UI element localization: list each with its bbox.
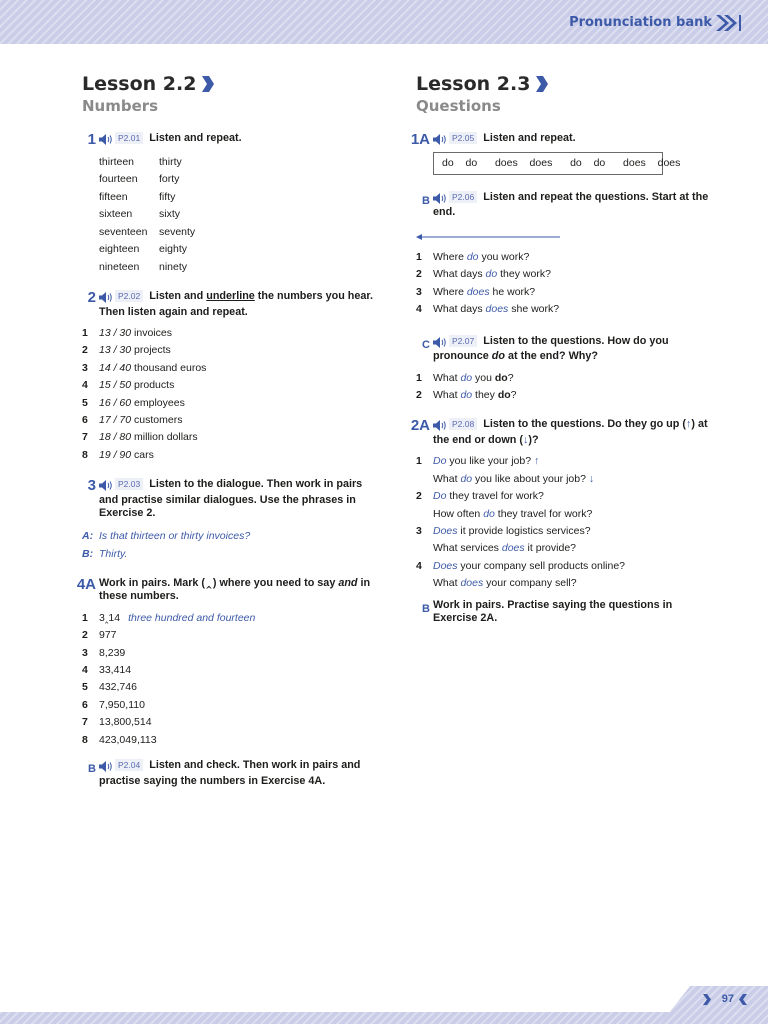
chevron-right-icon: [535, 75, 549, 93]
number-choice: 13 / 30: [99, 327, 132, 339]
item-text: [99, 325, 172, 342]
item-number: 6: [82, 414, 88, 427]
item-number: 8: [82, 733, 88, 746]
highlight-word: Do: [433, 455, 447, 468]
item-text: [433, 540, 576, 557]
dialogue-text: Is that thirteen or thirty invoices?: [99, 529, 251, 542]
list-item: [416, 523, 716, 540]
item-number: 7: [82, 716, 88, 729]
item-number: 1: [416, 250, 422, 263]
exercise-number: B: [88, 763, 96, 775]
exercise-1c: [416, 335, 716, 405]
exercise-instruction: P2.02 Listen and underline the numbers you hear. Then listen again and repeat.: [99, 290, 374, 318]
exercise-number: 1A: [410, 131, 430, 148]
item-number: 1: [82, 327, 88, 339]
item-noun: thousand euros: [131, 361, 207, 374]
list-item: [416, 387, 716, 404]
number-word: nineteen: [99, 260, 140, 273]
question-start: What services: [433, 542, 502, 555]
item-text: [433, 523, 591, 540]
dialogue-line: [82, 527, 382, 545]
question-start: Where: [433, 285, 467, 298]
item-noun: customers: [131, 414, 183, 427]
exercise-2: [82, 290, 382, 464]
number-value: 33,414: [99, 663, 132, 676]
lesson-title: Lesson 2.3: [416, 72, 716, 96]
number-value: 13,800,514: [99, 716, 152, 729]
speaker: B:: [82, 547, 94, 560]
highlight-word: do: [460, 388, 473, 401]
exercise-instruction: P2.03 Listen to the dialogue. Then work in pairs and practise similar dialogues. Use the phrases in Exercise 2.: [99, 478, 363, 520]
intonation-list: [416, 453, 716, 592]
exercise-instruction: P2.06 Listen and repeat the questions. Start at the end.: [433, 190, 709, 218]
speaker-icon: [433, 420, 447, 431]
audio-button[interactable]: [99, 292, 113, 306]
list-item: [82, 429, 382, 446]
dialogue-text: Thirty.: [99, 547, 128, 560]
audio-button[interactable]: [433, 134, 447, 148]
highlight-word: Does: [433, 524, 458, 537]
question-end: it provide?: [524, 542, 577, 555]
item-text: [433, 370, 514, 387]
question-middle: you: [472, 371, 495, 384]
item-number: 2: [416, 388, 422, 401]
speaker-icon: [99, 480, 113, 491]
questions-list: [416, 249, 716, 319]
number-choice: 19 / 90: [99, 448, 132, 461]
exercise-number: B: [422, 602, 430, 615]
track-label: P2.07: [449, 335, 477, 347]
up-arrow: ↑: [685, 418, 692, 431]
speaker-icon: [433, 134, 447, 145]
questions-list: [416, 370, 716, 405]
audio-button[interactable]: [433, 420, 447, 434]
list-item: [82, 645, 382, 662]
section-title: Pronunciation bank: [569, 15, 712, 30]
number-word: seventeen: [99, 225, 148, 238]
number-choice: 16 / 60: [99, 396, 132, 409]
list-item: [416, 249, 716, 266]
item-text: [99, 429, 198, 446]
intonation-arrow: ↑: [534, 455, 540, 468]
item-text: [433, 453, 539, 470]
item-number: 4: [416, 559, 422, 572]
number-word: fifty: [159, 190, 176, 203]
item-number: 4: [416, 303, 422, 316]
speaker-icon: [99, 761, 113, 772]
item-noun: employees: [131, 396, 185, 409]
item-number: 4: [82, 663, 88, 676]
header-band: [0, 0, 768, 44]
highlight-word: does: [460, 577, 484, 590]
number-word: eighty: [159, 243, 188, 255]
list-item: [416, 370, 716, 387]
number-value: 432,746: [99, 681, 137, 694]
list-item: [82, 412, 382, 429]
question-end: your company sell?: [483, 577, 577, 590]
highlight-word: does: [466, 285, 490, 298]
number-word: fifteen: [99, 190, 128, 203]
highlight-word: does: [501, 542, 525, 555]
track-label: P2.01: [115, 132, 143, 144]
item-number: 3: [82, 646, 88, 659]
question-mark: ?: [507, 371, 514, 384]
intonation-arrow: ↓: [588, 472, 595, 485]
lesson-title: Lesson 2.2: [82, 72, 382, 96]
item-number: 2: [416, 268, 422, 281]
page-number: 97: [721, 993, 734, 1005]
exercise-instruction: Work in pairs. Mark (‸) where you need to say and in these numbers.: [99, 576, 371, 603]
item-number: 2: [82, 629, 88, 642]
highlight-word: do: [460, 472, 473, 485]
item-text: [99, 377, 174, 394]
question-end: you like about your job?: [472, 472, 589, 485]
item-text: [433, 488, 544, 505]
number-word: eighteen: [99, 243, 140, 255]
word-box: do do does does do do does does: [433, 152, 663, 175]
list-item: [416, 453, 716, 470]
item-number: 1: [416, 455, 422, 468]
highlight-word: Do: [433, 490, 447, 503]
down-arrow: ↓: [522, 433, 529, 446]
list-item: [416, 266, 716, 283]
list-item: [82, 610, 382, 627]
list-item: [82, 627, 382, 644]
number-word: sixteen: [99, 208, 133, 220]
question-start: Where: [433, 250, 467, 263]
lesson-2-3-column: [410, 72, 716, 626]
question-end: he work?: [489, 285, 536, 298]
item-noun: invoices: [131, 327, 172, 339]
chevron-right-icon: [702, 994, 712, 1005]
item-noun: cars: [131, 448, 154, 461]
end-word: do: [497, 388, 511, 401]
item-number: 3: [416, 524, 422, 537]
number-choice: 18 / 80: [99, 431, 132, 444]
question-start: What days: [433, 303, 486, 316]
lesson-subtitle: Numbers: [82, 97, 159, 115]
question-end: they work?: [497, 268, 551, 281]
question-start: What: [433, 371, 461, 384]
number-value: 8,239: [99, 646, 126, 659]
exercise-number: C: [422, 338, 430, 351]
number-word: thirty: [159, 155, 182, 168]
list-item: [82, 732, 382, 749]
question-mark: ?: [510, 388, 517, 401]
exercise-instruction: P2.01 Listen and repeat.: [99, 132, 382, 148]
exercise-3: [82, 478, 382, 563]
question-start: What days: [433, 268, 486, 281]
list-item-followup: [416, 575, 716, 592]
number-word: thirteen: [99, 155, 135, 168]
number-pairs: [99, 154, 382, 277]
item-text: [99, 645, 125, 662]
item-noun: projects: [131, 344, 171, 357]
exercise-2a: [410, 417, 716, 592]
item-noun: million dollars: [131, 431, 198, 444]
exercise-number: 2A: [410, 417, 430, 435]
question-start: How often: [433, 507, 484, 520]
exercise-instruction: P2.05 Listen and repeat.: [433, 132, 716, 148]
exercise-instruction: P2.08 Listen to the questions. Do they go up (↑) at the end or down (↓)?: [433, 418, 708, 446]
exercise-number: 4A: [76, 575, 96, 593]
number-choice: 13 / 30: [99, 344, 132, 357]
exercise-number: B: [422, 194, 430, 207]
item-text: [99, 662, 131, 679]
end-word: do: [494, 371, 508, 384]
item-number: 2: [82, 344, 88, 357]
speaker: A:: [82, 529, 94, 542]
lesson-subtitle: Questions: [416, 97, 501, 115]
item-text: [99, 412, 182, 429]
audio-button[interactable]: [99, 480, 113, 494]
chevron-left-icon: [738, 994, 748, 1005]
item-number: 8: [82, 448, 88, 461]
item-text: [99, 627, 117, 644]
list-item: [82, 679, 382, 696]
number-word: forty: [159, 173, 180, 185]
question-start: What: [433, 388, 461, 401]
number-choice: 15 / 50: [99, 379, 132, 392]
item-text: [99, 714, 152, 731]
exercise-2b: [416, 599, 716, 626]
exercise-4a: [76, 575, 382, 749]
number-value: 3‸14: [99, 611, 121, 624]
item-noun: products: [131, 379, 175, 392]
speaker-icon: [433, 337, 447, 348]
item-number: 5: [82, 396, 88, 409]
item-text: [433, 506, 592, 523]
exercise-1: [82, 132, 382, 276]
list-item-followup: [416, 540, 716, 557]
item-text: [99, 679, 137, 696]
item-number: 2: [416, 490, 422, 503]
item-text: [99, 395, 185, 412]
item-number: 3: [416, 285, 422, 298]
question-end: your company sell products online?: [457, 559, 626, 572]
number-choice-list: [82, 325, 382, 464]
track-label: P2.03: [115, 478, 143, 490]
item-text: [99, 447, 154, 464]
item-number: 3: [82, 361, 88, 374]
page-tab: [660, 986, 768, 1024]
item-text: [433, 249, 529, 266]
highlight-word: do: [460, 371, 473, 384]
lesson-2-2-column: [76, 72, 382, 788]
number-word: seventy: [159, 225, 196, 238]
question-end: she work?: [508, 303, 560, 316]
list-item-followup: [416, 471, 716, 488]
list-item: [82, 447, 382, 464]
item-text: [433, 301, 559, 318]
question-end: they travel for work?: [494, 507, 593, 520]
list-item: [82, 395, 382, 412]
number-value: 7,950,110: [99, 698, 145, 711]
track-label: P2.04: [115, 759, 143, 771]
item-text: [433, 266, 551, 283]
list-item: [82, 342, 382, 359]
chevron-right-icon: [201, 75, 215, 93]
exercise-1b: [416, 191, 716, 319]
arrow-left-icon: [416, 233, 562, 241]
highlight-word: Does: [433, 559, 458, 572]
list-item: [82, 714, 382, 731]
item-text: [433, 387, 516, 404]
number-choice: 14 / 40: [99, 361, 132, 374]
track-label: P2.05: [449, 132, 477, 144]
item-number: 5: [82, 681, 88, 694]
exercise-1a: [410, 131, 716, 175]
highlight-word: do: [466, 250, 479, 263]
question-end: they travel for work?: [446, 490, 544, 503]
highlight-word: do: [483, 507, 495, 520]
item-number: 7: [82, 431, 88, 444]
speaker-icon: [99, 292, 113, 303]
item-number: 1: [416, 371, 422, 384]
item-number: 6: [82, 698, 88, 711]
item-text: [99, 732, 157, 749]
exercise-instruction: Work in pairs. Practise saying the questions in Exercise 2A.: [433, 598, 673, 625]
speaker-icon: [99, 134, 113, 145]
list-item: [82, 377, 382, 394]
list-item: [82, 697, 382, 714]
exercise-number: 3: [87, 477, 96, 495]
number-word: ninety: [159, 260, 188, 273]
item-text: [99, 610, 255, 627]
highlight-word: does: [485, 303, 509, 316]
list-item: [82, 325, 382, 342]
example-answer: three hundred and fourteen: [128, 611, 256, 624]
question-end: you work?: [478, 250, 530, 263]
item-text: [99, 697, 145, 714]
exercise-instruction: P2.07 Listen to the questions. How do you pronounce do at the end? Why?: [433, 334, 669, 363]
audio-button[interactable]: [99, 761, 113, 775]
track-label: P2.06: [449, 191, 477, 203]
list-item: [416, 558, 716, 575]
dialogue-line: [82, 545, 382, 563]
number-choice: 17 / 70: [99, 414, 132, 427]
question-end: it provide logistics services?: [457, 524, 591, 537]
item-text: [433, 558, 625, 575]
double-chevron-right-icon: [714, 13, 742, 33]
audio-button[interactable]: [99, 134, 113, 148]
item-number: 1: [82, 611, 88, 624]
item-text: [99, 360, 206, 377]
item-text: [433, 575, 577, 592]
list-item: [416, 284, 716, 301]
number-value: 977: [99, 629, 117, 642]
exercise-4b: [82, 759, 382, 788]
list-item: [416, 488, 716, 505]
track-label: P2.08: [449, 418, 477, 430]
audio-button[interactable]: [433, 337, 447, 351]
dialogue: [82, 527, 382, 563]
question-start: What: [433, 577, 461, 590]
list-item-followup: [416, 506, 716, 523]
item-text: [433, 284, 535, 301]
number-word: fourteen: [99, 173, 138, 185]
footer-band: [0, 1012, 768, 1024]
highlight-word: do: [485, 268, 498, 281]
question-start: What: [433, 472, 461, 485]
exercise-instruction: P2.04 Listen and check. Then work in pairs and practise saying the numbers in Exercise 4A.: [99, 759, 361, 787]
numbers-list: [82, 610, 382, 749]
list-item: [82, 662, 382, 679]
item-number: 4: [82, 379, 88, 392]
number-value: 423,049,113: [99, 733, 157, 746]
exercise-number: 1: [87, 131, 96, 148]
question-middle: they: [472, 388, 498, 401]
speaker-icon: [433, 193, 447, 204]
number-word: sixty: [159, 208, 180, 220]
track-label: P2.02: [115, 290, 143, 302]
exercise-number: 2: [87, 289, 96, 306]
item-text: [433, 471, 594, 488]
item-text: [99, 342, 171, 359]
audio-button[interactable]: [433, 193, 447, 207]
list-item: [82, 360, 382, 377]
question-end: you like your job?: [446, 455, 534, 468]
list-item: [416, 301, 716, 318]
